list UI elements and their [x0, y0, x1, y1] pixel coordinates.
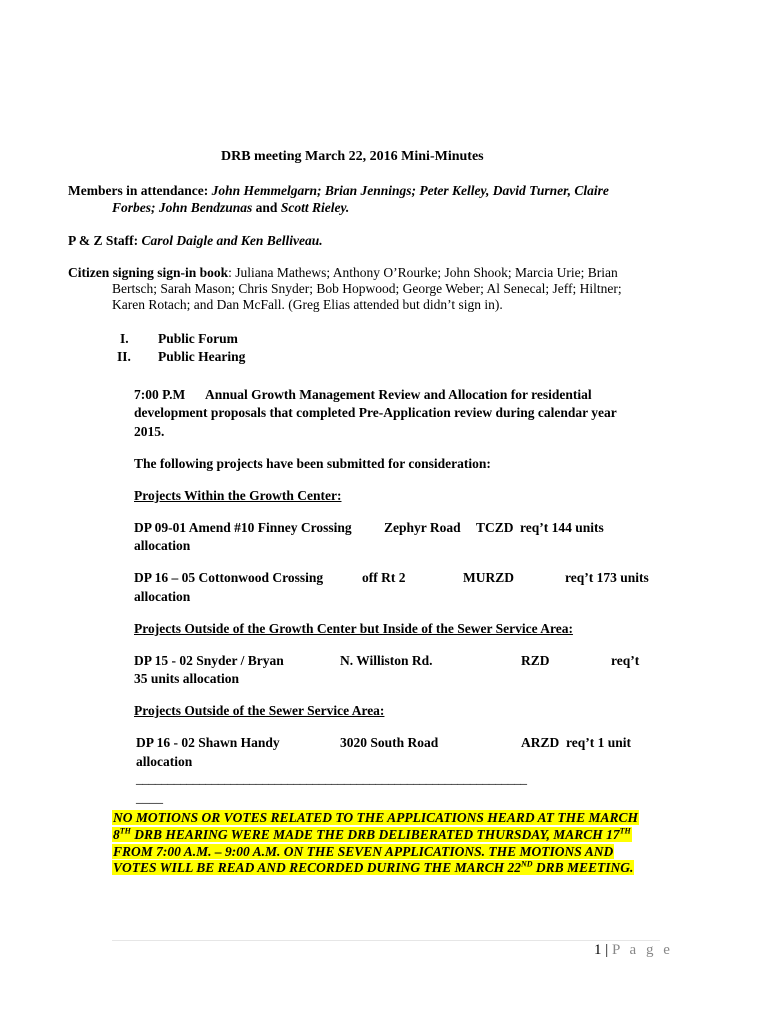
project-zone: ARZD	[521, 735, 560, 750]
project-request-cont: allocation	[134, 589, 191, 604]
project-zone: RZD	[521, 653, 550, 668]
notice-line-3	[112, 844, 614, 860]
project-location: 3020 South Road	[340, 735, 439, 750]
members-label: Members in attendance:	[68, 183, 209, 198]
hearing-line-1: Annual Growth Management Review and Allocation for residential	[205, 387, 592, 402]
project-name: DP 16 – 05 Cottonwood Crossing	[134, 570, 324, 585]
agenda-num-2: II.	[117, 349, 131, 364]
separator-line-2: ____	[136, 790, 163, 805]
project-request-cont: 35 units allocation	[134, 671, 240, 686]
members-names-2b: Scott Rieley.	[280, 200, 350, 215]
notice-line-2	[112, 827, 632, 843]
project-location: N. Williston Rd.	[340, 653, 433, 668]
members-names-1: John Hemmelgarn; Brian Jennings; Peter Kelley, David Turner, Claire	[211, 183, 609, 198]
project-request: req’t 144 units	[520, 520, 604, 535]
hearing-line-2: development proposals that completed Pre-Application review during calendar year	[134, 405, 617, 420]
project-request: req’t 1 unit	[566, 735, 632, 750]
agenda-num-1: I.	[120, 331, 129, 346]
staff-line	[68, 233, 323, 249]
submitted-intro: The following projects have been submitted for consideration:	[134, 456, 491, 471]
section-heading-sewer-inside: Projects Outside of the Growth Center but Inside of the Sewer Service Area:	[134, 621, 573, 636]
project-request: req’t	[611, 653, 640, 668]
citizens-line-2: Bertsch; Sarah Mason; Chris Snyder; Bob Hopwood; George Weber; Al Senecal; Jeff; Hiltner;	[112, 281, 622, 296]
document-title: DRB meeting March 22, 2016 Mini-Minutes	[221, 149, 484, 164]
page-separator: |	[605, 942, 609, 958]
hearing-time: 7:00 P.M	[134, 387, 186, 402]
project-zone: TCZD	[476, 520, 514, 535]
project-location: Zephyr Road	[384, 520, 461, 535]
project-request-cont: allocation	[136, 754, 193, 769]
members-and: and	[255, 200, 278, 215]
notice-text-1: NO MOTIONS OR VOTES RELATED TO THE APPLICATIONS HEARD AT THE MARCH	[113, 810, 638, 825]
project-name: DP 16 - 02 Shawn Handy	[136, 735, 280, 750]
members-names-2a: Forbes; John Bendzunas	[112, 200, 253, 215]
footer-rule	[112, 940, 660, 941]
notice-text-2: 8TH DRB HEARING WERE MADE THE DRB DELIBERATED THURSDAY, MARCH 17TH	[113, 826, 631, 842]
separator-line-1: ______________________________________________________________	[136, 771, 527, 786]
agenda-item-2: Public Hearing	[158, 349, 246, 364]
page-number: 1	[594, 942, 602, 958]
citizens-line-3: Karen Rotach; and Dan McFall. (Greg Elias attended but didn’t sign in).	[112, 297, 503, 312]
citizens-line-1	[68, 265, 618, 281]
project-request-cont: allocation	[134, 538, 191, 553]
members-line-1	[68, 183, 609, 199]
citizens-label: Citizen signing sign-in book	[68, 265, 229, 280]
citizens-names-1: : Juliana Mathews; Anthony O’Rourke; John Shook; Marcia Urie; Brian	[228, 265, 618, 280]
project-zone: MURZD	[463, 570, 514, 585]
notice-text-4: VOTES WILL BE READ AND RECORDED DURING THE MARCH 22ND DRB MEETING.	[113, 859, 634, 875]
section-heading-sewer-outside: Projects Outside of the Sewer Service Area:	[134, 703, 385, 718]
staff-names: Carol Daigle and Ken Belliveau.	[141, 233, 323, 248]
page-footer	[594, 942, 673, 959]
project-name: DP 15 - 02 Snyder / Bryan	[134, 653, 284, 668]
project-request: req’t 173 units	[565, 570, 649, 585]
notice-text-3: FROM 7:00 A.M. – 9:00 A.M. ON THE SEVEN APPLICATIONS. THE MOTIONS AND	[113, 844, 614, 859]
project-location: off Rt 2	[362, 570, 406, 585]
members-line-2	[112, 200, 349, 216]
notice-line-4	[112, 860, 634, 876]
section-heading-growth-center: Projects Within the Growth Center:	[134, 488, 342, 503]
project-name: DP 09-01 Amend #10 Finney Crossing	[134, 520, 352, 535]
agenda-item-1: Public Forum	[158, 331, 238, 346]
notice-line-1	[112, 810, 639, 826]
page-word: P a g e	[612, 942, 673, 958]
hearing-line-3: 2015.	[134, 424, 165, 439]
staff-label: P & Z Staff:	[68, 233, 139, 248]
